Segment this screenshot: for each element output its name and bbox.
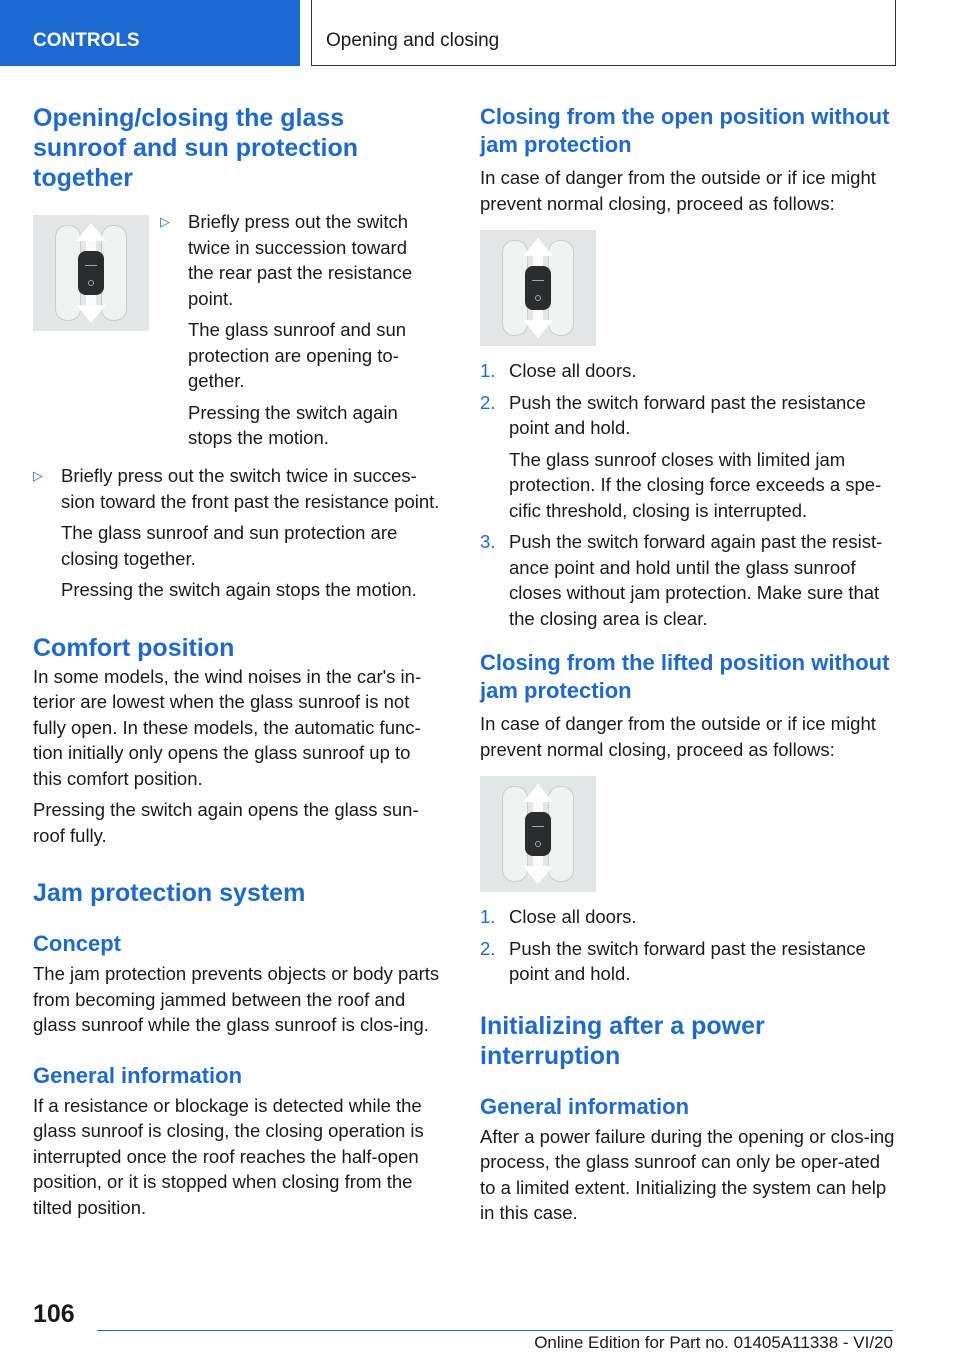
step-number: 2.: [480, 937, 496, 959]
heading-comfort-position: Comfort position: [33, 633, 235, 662]
chapter-title: Opening and closing: [311, 0, 896, 66]
comfort-paragraph: Pressing the switch again opens the glass sun-roof fully.: [33, 799, 419, 846]
arrow-down-icon: [523, 866, 553, 884]
bullet-text: Briefly press out the switch twice in succes-sion toward the front past the resistance point.: [61, 465, 440, 512]
open-intro-paragraph: In case of danger from the outside or if ice might prevent normal closing, proceed as follows:: [480, 167, 876, 214]
triangle-bullet-icon: ▷: [160, 214, 170, 229]
sunroof-switch-image: [480, 776, 596, 892]
bullet-list-front: [33, 463, 443, 603]
arrow-up-icon: [523, 238, 553, 256]
heading-opening-closing-together: Opening/closing the glass sunroof and sun protection together: [33, 104, 358, 192]
general-paragraph: If a resistance or blockage is detected while the glass sunroof is closing, the closing operation is interrupted once the roof reaches the half-open position, or it is stopped when closing from the tilted position.: [33, 1094, 424, 1218]
open-steps-list: [480, 358, 895, 631]
list-item: [33, 463, 443, 603]
bullet-text: Pressing the switch again stops the motion.: [188, 401, 398, 448]
arrow-up-icon: [76, 223, 106, 241]
list-item: [480, 390, 895, 524]
list-item: [160, 209, 422, 451]
step-text: Close all doors.: [509, 360, 637, 381]
step-text: Push the switch forward again past the resist-ance point and hold until the glass sunroof closes without jam protection. Make sure that the closing area is clear.: [509, 531, 883, 629]
bullet-text: The glass sunroof and sun protection are opening to-gether.: [188, 319, 407, 391]
concept-paragraph: The jam protection prevents objects or body parts from becoming jammed between the roof and glass sunroof while the glass sunroof is clos-ing.: [33, 963, 440, 1035]
list-item: [480, 358, 895, 384]
page-header: [0, 0, 960, 66]
step-number: 1.: [480, 906, 496, 927]
heading-concept: Concept: [33, 931, 121, 956]
comfort-paragraph: In some models, the wind noises in the car's in-terior are lowest when the glass sunroof is not fully open. In these models, the automatic func-tion initially only opens the glass sunroof up to this comfort position.: [33, 665, 422, 789]
right-column: [480, 100, 895, 1226]
together-block: [33, 211, 443, 455]
section-tab: CONTROLS: [0, 0, 300, 66]
bullet-list-rear: [160, 209, 422, 451]
step-text: Push the switch forward past the resistance point and hold.: [509, 937, 866, 984]
sunroof-switch-image: [33, 215, 149, 331]
step-number: 3.: [480, 531, 496, 552]
heading-jam-protection: Jam protection system: [33, 879, 306, 907]
list-item: [480, 904, 895, 930]
heading-closing-lifted-position: Closing from the lifted position without jam protection: [480, 650, 890, 703]
left-column: [33, 100, 443, 1220]
bullet-text: Pressing the switch again stops the motion.: [61, 579, 417, 600]
init-paragraph: After a power failure during the opening or clos-ing process, the glass sunroof can only be oper-ated to a limited extent. Initializing the system can help in this case.: [480, 1125, 895, 1223]
triangle-bullet-icon: ▷: [33, 468, 43, 483]
step-text: Close all doors.: [509, 906, 637, 927]
sunroof-switch-image: [480, 230, 596, 346]
heading-initializing: Initializing after a power interruption: [480, 1011, 765, 1070]
step-number: 2.: [480, 391, 496, 413]
arrow-up-icon: [523, 784, 553, 802]
switch-icon: [525, 266, 551, 310]
page-number: 106: [33, 1300, 75, 1328]
bullet-text: The glass sunroof and sun protection are closing together.: [61, 522, 398, 569]
bullet-text: Briefly press out the switch twice in succession toward the rear past the resistance point.: [188, 211, 413, 309]
page-footer: [0, 1290, 960, 1350]
edition-text: Online Edition for Part no. 01405A11338 - VI/20: [534, 1333, 893, 1352]
heading-closing-open-position: Closing from the open position without jam protection: [480, 104, 890, 157]
lifted-intro-paragraph: In case of danger from the outside or if ice might prevent normal closing, proceed as follows:: [480, 713, 876, 760]
arrow-down-icon: [523, 320, 553, 338]
step-number: 1.: [480, 360, 496, 381]
switch-icon: [525, 812, 551, 856]
list-item: [480, 529, 895, 631]
arrow-down-icon: [76, 305, 106, 323]
switch-icon: [78, 251, 104, 295]
heading-general-information: General information: [480, 1093, 690, 1119]
step-text: The glass sunroof closes with limited jam protection. If the closing force exceeds a spe-cific threshold, closing is interrupted.: [509, 448, 882, 521]
step-text: Push the switch forward past the resistance point and hold.: [509, 391, 866, 438]
heading-general-information: General information: [33, 1062, 243, 1088]
footer-divider: [97, 1330, 893, 1331]
list-item: [480, 936, 895, 987]
lifted-steps-list: [480, 904, 895, 987]
